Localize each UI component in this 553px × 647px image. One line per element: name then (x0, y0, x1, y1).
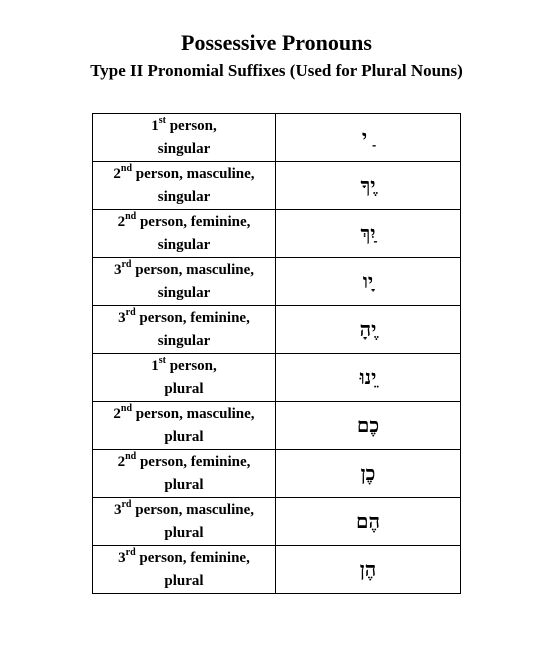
person-cell (93, 450, 276, 498)
suffix-cell (276, 162, 461, 210)
person-label: person, masculine, (132, 165, 255, 182)
ordinal-suffix: st (158, 354, 166, 366)
number-label: singular (157, 284, 211, 301)
table-row (93, 306, 461, 354)
suffix-cell (276, 450, 461, 498)
suffix-cell (276, 210, 461, 258)
person-cell (93, 354, 276, 402)
person-label: person, (165, 117, 217, 134)
person-number: 3 (118, 549, 126, 566)
suffix-cell (276, 546, 461, 594)
table-row (93, 450, 461, 498)
person-label: person, feminine, (135, 549, 250, 566)
hebrew-suffix: כֶם (356, 413, 380, 437)
ordinal-suffix: nd (125, 210, 137, 222)
ordinal-suffix: nd (120, 162, 133, 174)
hebrew-suffix: הֶם (356, 509, 380, 533)
person-line-1 (93, 163, 275, 186)
ordinal-suffix: rd (121, 258, 132, 270)
person-line-1 (93, 403, 275, 426)
hebrew-suffix: ֶיהָ (359, 317, 377, 341)
person-cell (93, 210, 276, 258)
hebrew-suffix: ַיִךְ (360, 221, 376, 245)
person-line-1 (93, 451, 275, 474)
person-label: person, feminine, (136, 213, 251, 230)
hebrew-suffix: הֶן (359, 557, 377, 581)
ordinal-suffix: nd (120, 402, 133, 414)
ordinal-suffix: nd (125, 450, 137, 462)
suffix-cell (276, 114, 461, 162)
number-label: plural (164, 476, 204, 493)
ordinal-suffix: st (158, 114, 166, 126)
table-row (93, 498, 461, 546)
person-label: person, feminine, (136, 453, 251, 470)
ordinal-suffix: rd (125, 306, 136, 318)
hebrew-suffix: ֶיךָ (360, 173, 376, 197)
number-label: singular (157, 332, 211, 349)
suffix-table (92, 113, 461, 594)
number-label: singular (157, 140, 211, 157)
page-subtitle: Type II Pronomial Suffixes (Used for Plural Nouns) (90, 61, 463, 80)
person-cell (93, 162, 276, 210)
person-line-1 (93, 211, 275, 234)
suffix-cell (276, 354, 461, 402)
person-cell (93, 114, 276, 162)
suffix-cell (276, 402, 461, 450)
person-number: 3 (113, 501, 122, 518)
person-line-1 (93, 115, 275, 138)
hebrew-suffix: כֶן (360, 461, 376, 485)
person-line-1 (93, 355, 275, 378)
person-number: 1 (151, 357, 159, 374)
table-row (93, 258, 461, 306)
person-number: 2 (117, 213, 126, 230)
table-row (93, 114, 461, 162)
hebrew-suffix: ֵינוּ (359, 365, 377, 389)
person-line-1 (93, 307, 275, 330)
person-label: person, feminine, (135, 309, 250, 326)
person-cell (93, 546, 276, 594)
suffix-cell (276, 306, 461, 354)
person-line-1 (93, 499, 275, 522)
person-number: 1 (151, 117, 159, 134)
hebrew-suffix: ָיו (362, 269, 374, 293)
number-label: plural (164, 428, 204, 445)
table-row (93, 210, 461, 258)
ordinal-suffix: rd (125, 546, 136, 558)
person-label: person, masculine, (131, 501, 254, 518)
suffix-cell (276, 258, 461, 306)
table-row (93, 402, 461, 450)
person-cell (93, 306, 276, 354)
person-number: 3 (113, 261, 122, 278)
person-cell (93, 402, 276, 450)
number-label: plural (164, 524, 204, 541)
person-number: 3 (118, 309, 126, 326)
ordinal-suffix: rd (121, 498, 132, 510)
table-row (93, 354, 461, 402)
hebrew-suffix: ַ י (361, 125, 375, 149)
person-line-1 (93, 547, 275, 570)
number-label: singular (157, 236, 211, 253)
person-label: person, (165, 357, 217, 374)
number-label: plural (164, 572, 204, 589)
person-number: 2 (113, 165, 121, 182)
number-label: singular (157, 188, 211, 205)
suffix-cell (276, 498, 461, 546)
person-line-1 (93, 259, 275, 282)
person-cell (93, 258, 276, 306)
person-number: 2 (117, 453, 126, 470)
page-title: Possessive Pronouns (181, 30, 372, 55)
person-cell (93, 498, 276, 546)
person-label: person, masculine, (131, 261, 254, 278)
table-row (93, 546, 461, 594)
number-label: plural (164, 380, 204, 397)
person-label: person, masculine, (132, 405, 255, 422)
person-number: 2 (113, 405, 121, 422)
table-row (93, 162, 461, 210)
